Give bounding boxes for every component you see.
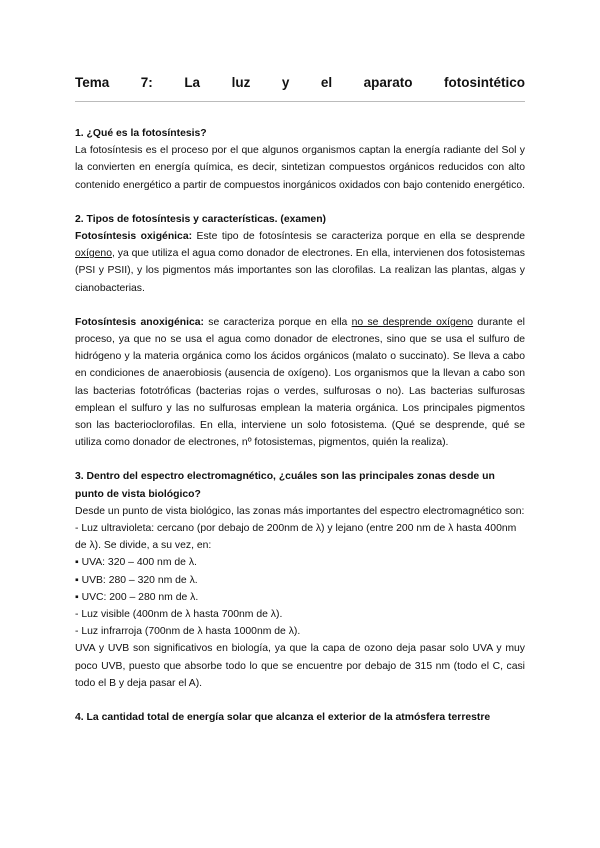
section-1-heading: 1. ¿Qué es la fotosíntesis? [75,128,207,139]
anoxygenic-text-1: se caracteriza porque en ella [204,316,352,328]
spectrum-item: - Luz visible (400nm de λ hasta 700nm de λ). [75,609,283,621]
section-4-heading: 4. La cantidad total de energía solar que alcanza el exterior de la atmósfera terrestre [75,712,491,724]
section-2-heading: 2. Tipos de fotosíntesis y características. (examen) [75,213,327,225]
oxygenic-label: Fotosíntesis oxigénica: [75,231,193,243]
title-word: fotosintético [443,75,525,90]
anoxygenic-text-2: durante el proceso, ya que no se usa el agua como donador de electrones, sino que se usa el sulfuro de hidrógeno y la materia orgánica como los ácidos orgánicos (malato o succinato). Se lleva a cabo en condiciones de anaerobiosis (ausencia de oxígeno). Los organismos que la llevan a cabo son las bacterias fototróficas (bacterias rojas o verdes, sulfurosas o no). Las bacterias sulfurosas emplean el sulfuro y las no sulfurosas emplean la materia orgánica. Los principales pigmentos son las bacterioclorofilas. En ella, interviene un solo fotosistema. (Qué se desprende, qué se utiliza como donador de electrones, nº fotosistemas, pigmentos, quién la realiza). [75,316,525,449]
title-word: luz [231,75,251,90]
oxygenic-text-1: Este tipo de fotosíntesis se caracteriza porque en ella se desprende [192,231,525,243]
anoxygenic-underline: no se desprende oxígeno [351,316,474,328]
anoxygenic-paragraph [75,314,525,452]
title-word: Tema [75,75,110,90]
section-3-heading: 3. Dentro del espectro electromagnético, ¿cuáles son las principales zonas desde un punto de vista biológico? [75,471,495,500]
spectrum-item: ▪ UVB: 280 – 320 nm de λ. [75,574,198,586]
title-word: el [320,75,333,90]
section-1-paragraph: La fotosíntesis es el proceso por el que algunos organismos captan la energía radiante del Sol y la convierten en energía química, es decir, sintetizan compuestos orgánicos reducidos con alto contenido energético a partir de compuestos inorgánicos oxidados con bajo contenido energético. [75,145,525,191]
anoxygenic-label: Fotosíntesis anoxigénica: [75,316,204,328]
title-word: La [184,75,201,90]
spectrum-item: - Luz infrarroja (700nm de λ hasta 1000nm de λ). [75,626,301,638]
page-title [75,75,525,90]
title-word: y [281,75,290,90]
oxygenic-underline: oxígeno [75,248,112,260]
oxygenic-paragraph [75,228,525,297]
section-3-closing: UVA y UVB son significativos en biología, ya que la capa de ozono deja pasar solo UVA y muy poco UVB, puesto que absorbe todo lo que se encuentre por debajo de 315 nm (todo el C, casi todo el B y deja pasar el A). [75,643,525,689]
title-word: 7: [140,75,153,90]
document-body [75,125,525,726]
spectrum-item: ▪ UVA: 320 – 400 nm de λ. [75,557,197,569]
title-divider [75,101,525,102]
spectrum-item: - Luz ultravioleta: cercano (por debajo de 200nm de λ) y lejano (entre 200 nm de λ hasta 400nm de λ). Se divide, a su vez, en: [75,523,517,552]
oxygenic-text-2: , ya que utiliza el agua como donador de electrones. En ella, intervienen dos fotosistemas (PSI y PSII), y los pigmentos más importantes son las clorofilas. La realizan las plantas, algas y cianobacterias. [75,248,525,294]
title-word: aparato [363,75,413,90]
section-3-intro: Desde un punto de vista biológico, las zonas más importantes del espectro electromagnético son: [75,505,525,517]
spectrum-item: ▪ UVC: 200 – 280 nm de λ. [75,591,199,603]
